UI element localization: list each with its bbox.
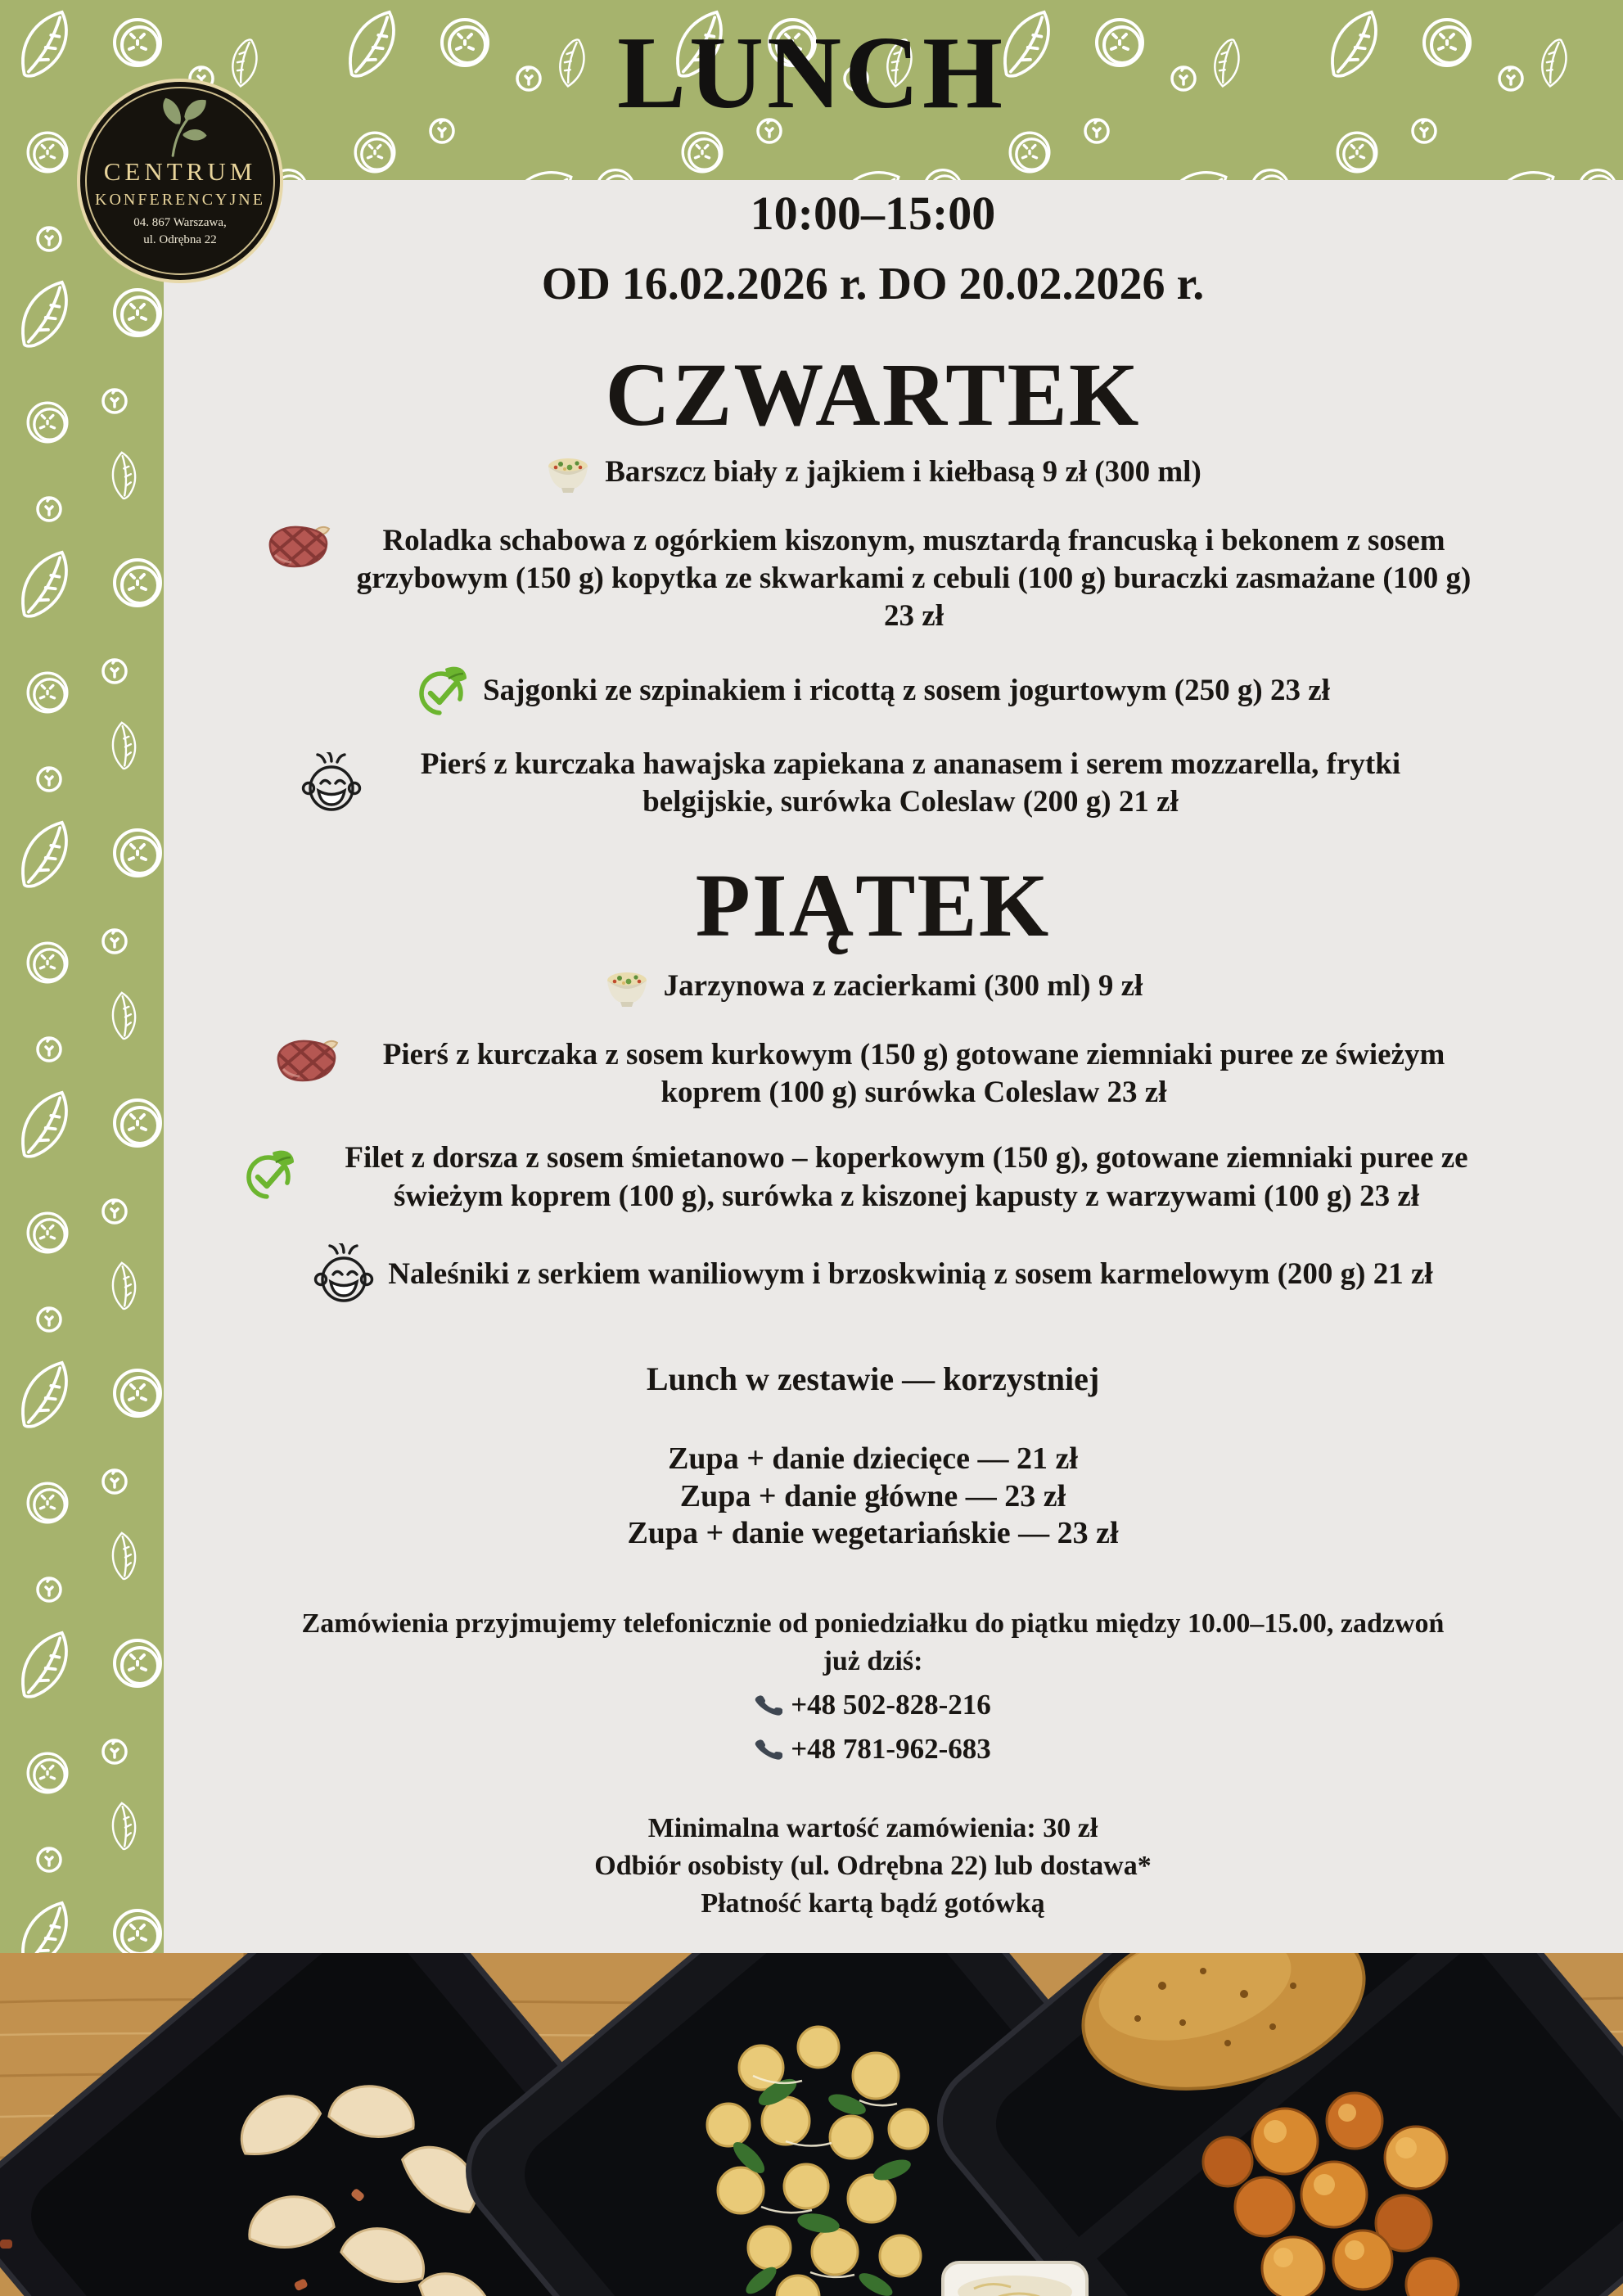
phone-number: +48 502-828-216 [791,1689,991,1721]
payment-info: Płatność kartą bądź gotówką [701,1888,1045,1919]
menu-item-text: Roladka schabowa z ogórkiem kiszonym, musztardą francuską i bekonem z sosem grzybowym (150 g) kopytka ze skwarkami z cebuli (100 g) buraczki zasmażane (100 g) 23 zł [356,523,1472,634]
day-heading-friday: PIĄTEK [695,855,1051,956]
menu-item-text: Pierś z kurczaka hawajska zapiekana z ananasem i serem mozzarella, frytki belgijskie, surówka Coleslaw (200 g) 21 zł [420,747,1401,819]
menu-item-text: Filet z dorsza z sosem śmietanowo – koperkowym (150 g), gotowane ziemniaki puree ze świeżym koprem (100 g), surówka z kiszonej kapusty z warzywami (100 g) 23 zł [345,1141,1468,1213]
meat-icon [272,1036,340,1085]
min-order: Minimalna wartość zamówienia: 30 zł [647,1813,1098,1844]
vegetarian-icon [416,664,470,718]
combo-option: Zupa + danie główne — 23 zł [679,1478,1066,1513]
combo-option: Zupa + danie dziecięce — 21 zł [668,1441,1078,1476]
menu-item-text: Jarzynowa z zacierkami (300 ml) 9 zł [663,968,1143,1003]
menu-item [300,746,1446,822]
menu-item [272,1036,1475,1112]
kid-icon [313,1243,375,1306]
ordering-intro: Zamówienia przyjmujemy telefonicznie od poniedziałku do piątku między 10.00–15.00, zadzwoń już dziś: [301,1608,1445,1676]
logo-address-line1: 04. 867 Warszawa, [133,216,227,229]
food-photo [0,1953,1623,2296]
kid-icon [300,752,363,814]
logo-inner-ring [85,87,275,275]
soup-icon [603,964,651,1008]
meat-icon [264,522,332,571]
date-range: OD 16.02.2026 r. DO 20.02.2026 r. [541,258,1205,309]
menu-item-text: Barszcz biały z jajkiem i kiełbasą 9 zł (300 ml) [605,454,1201,489]
menu-item-text: Naleśniki z serkiem waniliowym i brzoskwinią z sosem karmelowym (200 g) 21 zł [388,1256,1433,1291]
page-title: LUNCH [616,16,1007,130]
logo-address-line2: ul. Odrębna 22 [143,232,217,246]
menu-item [172,664,1574,718]
menu-item-text: Sajgonki ze szpinakiem i ricottą z sosem jogurtowym (250 g) 23 zł [483,673,1330,707]
menu-item [243,1139,1504,1216]
vegetarian-icon [243,1148,297,1202]
phone-line [172,1686,1574,1724]
pickup-info: Odbiór osobisty (ul. Odrębna 22) lub dostawa* [594,1851,1152,1882]
menu-item-text: Pierś z kurczaka z sosem kurkowym (150 g) gotowane ziemniaki puree ze świeżym koprem (100 g) surówka Coleslaw 23 zł [382,1037,1445,1110]
serving-hours: 10:00–15:00 [750,187,996,240]
soup-icon [544,450,592,494]
day-heading-thursday: CZWARTEK [605,345,1141,445]
phone-number: +48 781-962-683 [791,1732,991,1765]
logo [77,79,283,283]
menu-item [172,450,1574,494]
phone-icon [755,1691,782,1719]
phone-line [172,1730,1574,1768]
combo-heading: Lunch w zestawie — korzystniej [646,1360,1100,1397]
logo-name-line1: CENTRUM [103,157,257,186]
sidebar-decoration [0,0,164,1953]
order-info [172,1810,1574,1923]
combo-options [172,1441,1574,1553]
logo-name-line2: KONFERENCYJNE [95,191,265,209]
menu-item [172,1243,1574,1306]
menu-item [172,964,1574,1008]
coleslaw-cup [943,2262,1087,2296]
menu-item [264,522,1483,636]
menu-content [164,180,1623,2199]
combo-option: Zupa + danie wegetariańskie — 23 zł [627,1516,1119,1551]
phone-icon [755,1735,782,1763]
